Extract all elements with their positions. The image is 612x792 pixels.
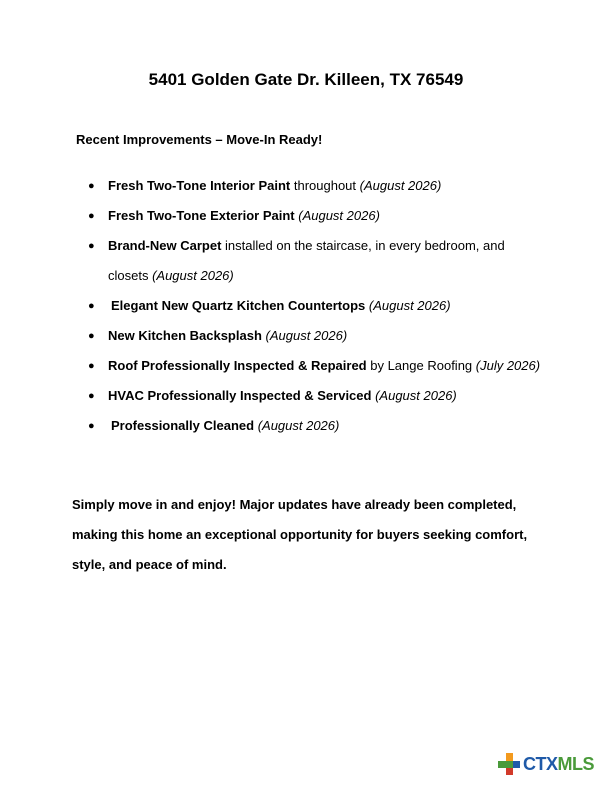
logo-wordmark [523,754,594,775]
item-text: throughout [290,178,360,193]
bullet-icon: ● [88,330,95,342]
item-text-continued: closets [108,268,153,283]
item-bold: Professionally Cleaned [111,418,255,433]
logo-mls-text: MLS [557,753,594,774]
bullet-icon: ● [88,180,95,192]
ctxmls-logo [497,750,594,778]
list-item [0,411,612,441]
item-bold: Fresh Two-Tone Interior Paint [108,178,291,193]
item-text: by Lange Roofing [366,358,476,373]
list-item [0,171,612,201]
item-date: (August 2026) [298,208,380,223]
list-item [0,201,612,231]
item-bold: Brand-New Carpet [108,238,222,253]
item-bold: Fresh Two-Tone Exterior Paint [108,208,295,223]
item-bold: Elegant New Quartz Kitchen Countertops [111,298,366,313]
closing-line: style, and peace of mind. [72,557,227,572]
bullet-icon: ● [88,300,95,312]
logo-ctx-text: CTX [523,753,558,774]
bullet-icon: ● [88,240,95,252]
list-item [0,381,612,411]
bullet-icon: ● [88,420,95,432]
improvements-list [0,171,612,441]
item-date: (July 2026) [475,358,541,373]
list-item [0,351,612,381]
bullet-icon: ● [88,360,95,372]
list-item [0,321,612,351]
item-bold: New Kitchen Backsplash [108,328,262,343]
item-date: (August 2026) [257,418,340,433]
item-bold: HVAC Professionally Inspected & Serviced [108,388,372,403]
item-date: (August 2026) [359,178,442,193]
list-item [0,231,612,291]
page-title: 5401 Golden Gate Dr. Killeen, TX 76549 [148,70,464,89]
closing-paragraph [72,490,552,580]
bullet-icon: ● [88,390,95,402]
bullet-icon: ● [88,210,95,222]
item-text: installed on the staircase, in every bedroom, and [221,238,505,253]
item-date: (August 2026) [375,388,457,403]
item-date: (August 2026) [368,298,451,313]
cross-icon [497,752,521,776]
closing-line: making this home an exceptional opportunity for buyers seeking comfort, [72,527,528,542]
section-heading: Recent Improvements – Move-In Ready! [76,132,323,147]
item-date: (August 2026) [265,328,348,343]
item-bold: Roof Professionally Inspected & Repaired [108,358,367,373]
closing-line: Simply move in and enjoy! Major updates have already been completed, [72,497,517,512]
item-date: (August 2026) [152,268,234,283]
list-item [0,291,612,321]
